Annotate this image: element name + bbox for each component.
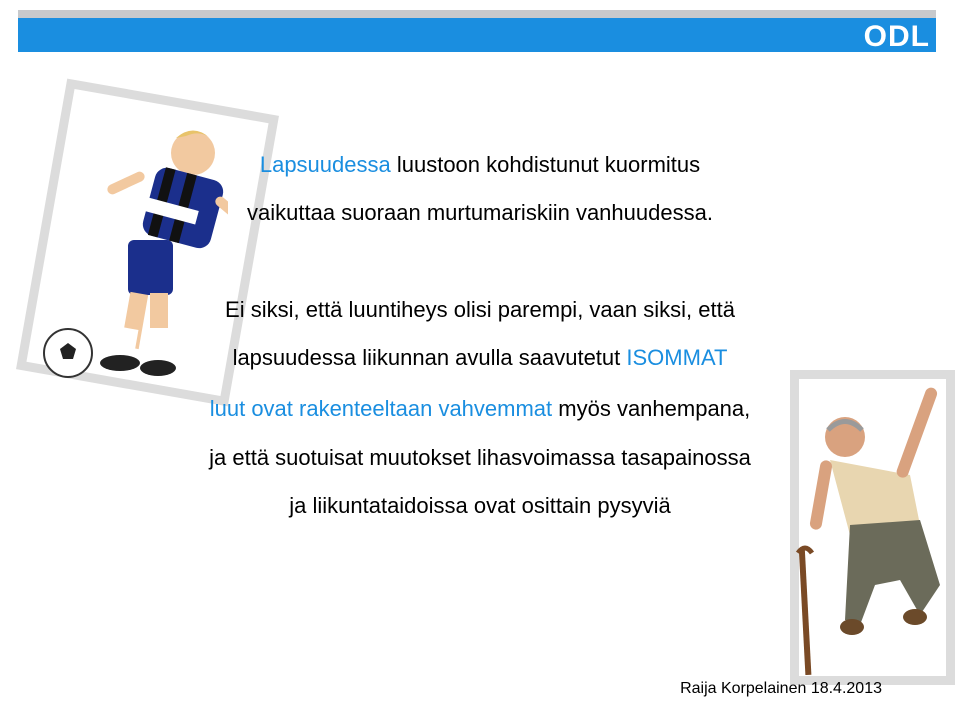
text-plain: myös vanhempana,: [552, 396, 751, 421]
footer-author-date: Raija Korpelainen 18.4.2013: [680, 680, 882, 697]
text-highlight: luut ovat rakenteeltaan vahvemmat: [209, 396, 553, 421]
header-bar: [18, 18, 936, 52]
text-highlight: ISOMMAT: [626, 345, 728, 370]
text-line-4: [0, 345, 960, 371]
header-top-stripe: [18, 10, 936, 18]
text-line-3: Ei siksi, että luuntiheys olisi parempi, vaan siksi, että: [225, 297, 735, 322]
text-plain: luustoon kohdistunut kuormitus: [390, 152, 701, 177]
text-line-5: [0, 396, 960, 422]
text-line-2: vaikuttaa suoraan murtumariskiin vanhuudessa.: [247, 200, 713, 225]
text-line-6: ja että suotuisat muutokset lihasvoimassa tasapainossa: [209, 445, 751, 470]
text-line-7: ja liikuntataidoissa ovat osittain pysyviä: [289, 493, 671, 518]
text-plain: lapsuudessa liikunnan avulla saavutetut: [232, 345, 627, 370]
text-line-1: [0, 152, 960, 178]
brand-logo: ODL: [863, 20, 930, 53]
text-highlight: Lapsuudessa: [259, 152, 391, 177]
